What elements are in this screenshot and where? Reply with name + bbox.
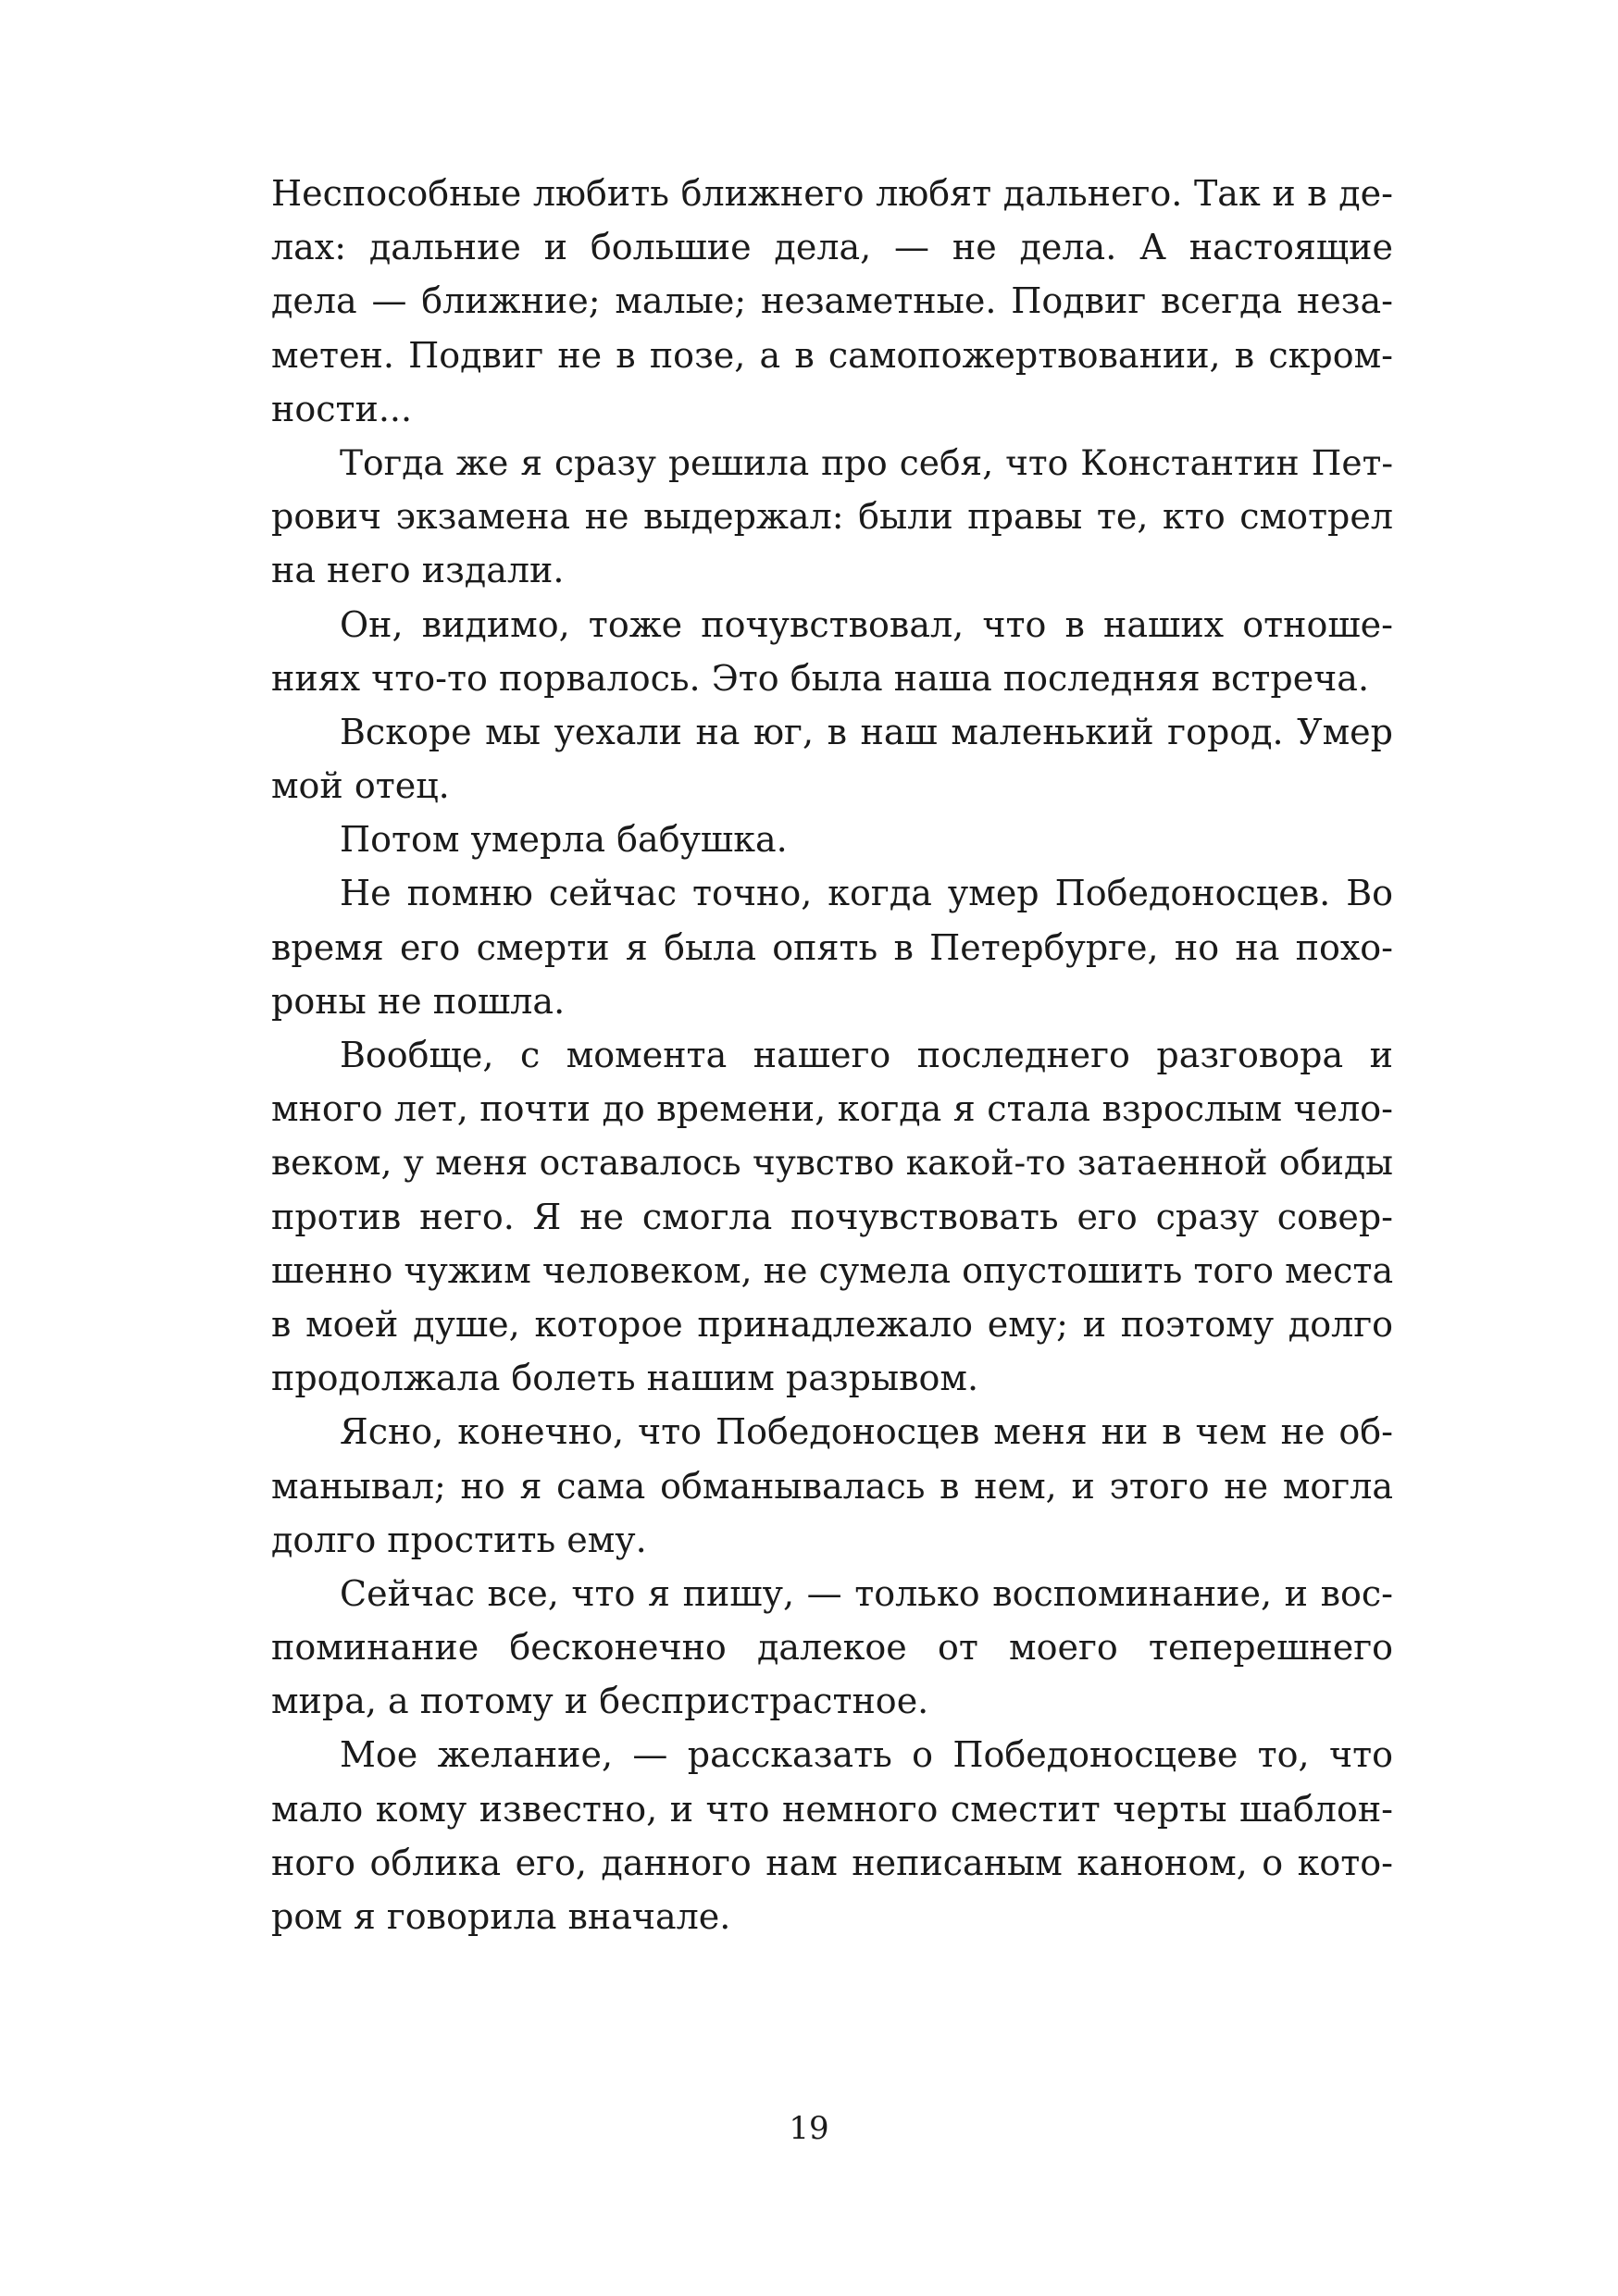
text-line: против него. Я не смогла почувствовать его сразу совер-: [271, 1196, 1393, 1237]
text-line: Неспособные любить ближнего любят дальнего. Так и в де-: [271, 173, 1393, 214]
text-line: на него издали.: [271, 550, 565, 591]
text-line: манывал; но я сама обманывалась в нем, и этого не могла: [271, 1465, 1393, 1507]
text-line: Вскоре мы уехали на юг, в наш маленький город. Умер: [340, 711, 1393, 752]
text-line: метен. Подвиг не в позе, а в самопожертвовании, в скром-: [271, 334, 1393, 376]
text-line: Вообще, с момента нашего последнего разговора и: [340, 1035, 1393, 1075]
text-line: долго простить ему.: [271, 1519, 647, 1560]
text-line: мира, а потому и беспристрастное.: [271, 1681, 929, 1722]
text-line: веком, у меня оставалось чувство какой-то затаенной обиды: [271, 1142, 1393, 1184]
page-number: 19: [789, 2110, 829, 2147]
text-line: ниях что-то порвалось. Это была наша последняя встреча.: [271, 657, 1370, 699]
text-line: Тогда же я сразу решила про себя, что Константин Пет-: [340, 441, 1393, 483]
text-line: Не помню сейчас точно, когда умер Победоносцев. Во: [340, 873, 1393, 914]
text-line: ром я говорила вначале.: [271, 1896, 731, 1937]
text-line: Ясно, конечно, что Победоносцев меня ни в чем не об-: [340, 1411, 1393, 1453]
text-line: время его смерти я была опять в Петербурге, но на похо-: [271, 926, 1393, 968]
text-line: лах: дальние и большие дела, — не дела. А настоящие: [271, 227, 1393, 268]
text-line: рович экзамена не выдержал: были правы те, кто смотрел: [271, 496, 1393, 538]
text-line: ного облика его, данного нам неписаным каноном, о кото-: [271, 1842, 1393, 1883]
text-line: мало кому известно, и что немного сместит черты шаблон-: [271, 1788, 1393, 1830]
text-line: дела — ближние; малые; незаметные. Подвиг всегда неза-: [271, 280, 1393, 322]
text-line: ности...: [271, 388, 413, 429]
text-line: Мое желание, — рассказать о Победоносцеве то, что: [340, 1734, 1393, 1776]
text-line: продолжала болеть нашим разрывом.: [271, 1358, 979, 1399]
text-line: поминание бесконечно далекое от моего теперешнего: [271, 1627, 1393, 1669]
text-line: много лет, почти до времени, когда я стала взрослым чело-: [271, 1088, 1393, 1130]
text-line: роны не пошла.: [271, 980, 566, 1022]
body-text: [271, 167, 1393, 1943]
text-line: шенно чужим человеком, не сумела опустошить того места: [271, 1249, 1394, 1291]
text-line: в моей душе, которое принадлежало ему; и поэтому долго: [271, 1303, 1393, 1345]
text-line: мой отец.: [271, 765, 450, 807]
text-line: Сейчас все, что я пишу, — только воспоминание, и вос-: [340, 1572, 1393, 1614]
text-line: Он, видимо, тоже почувствовал, что в наших отноше-: [340, 603, 1393, 645]
text-line: Потом умерла бабушка.: [340, 819, 788, 861]
